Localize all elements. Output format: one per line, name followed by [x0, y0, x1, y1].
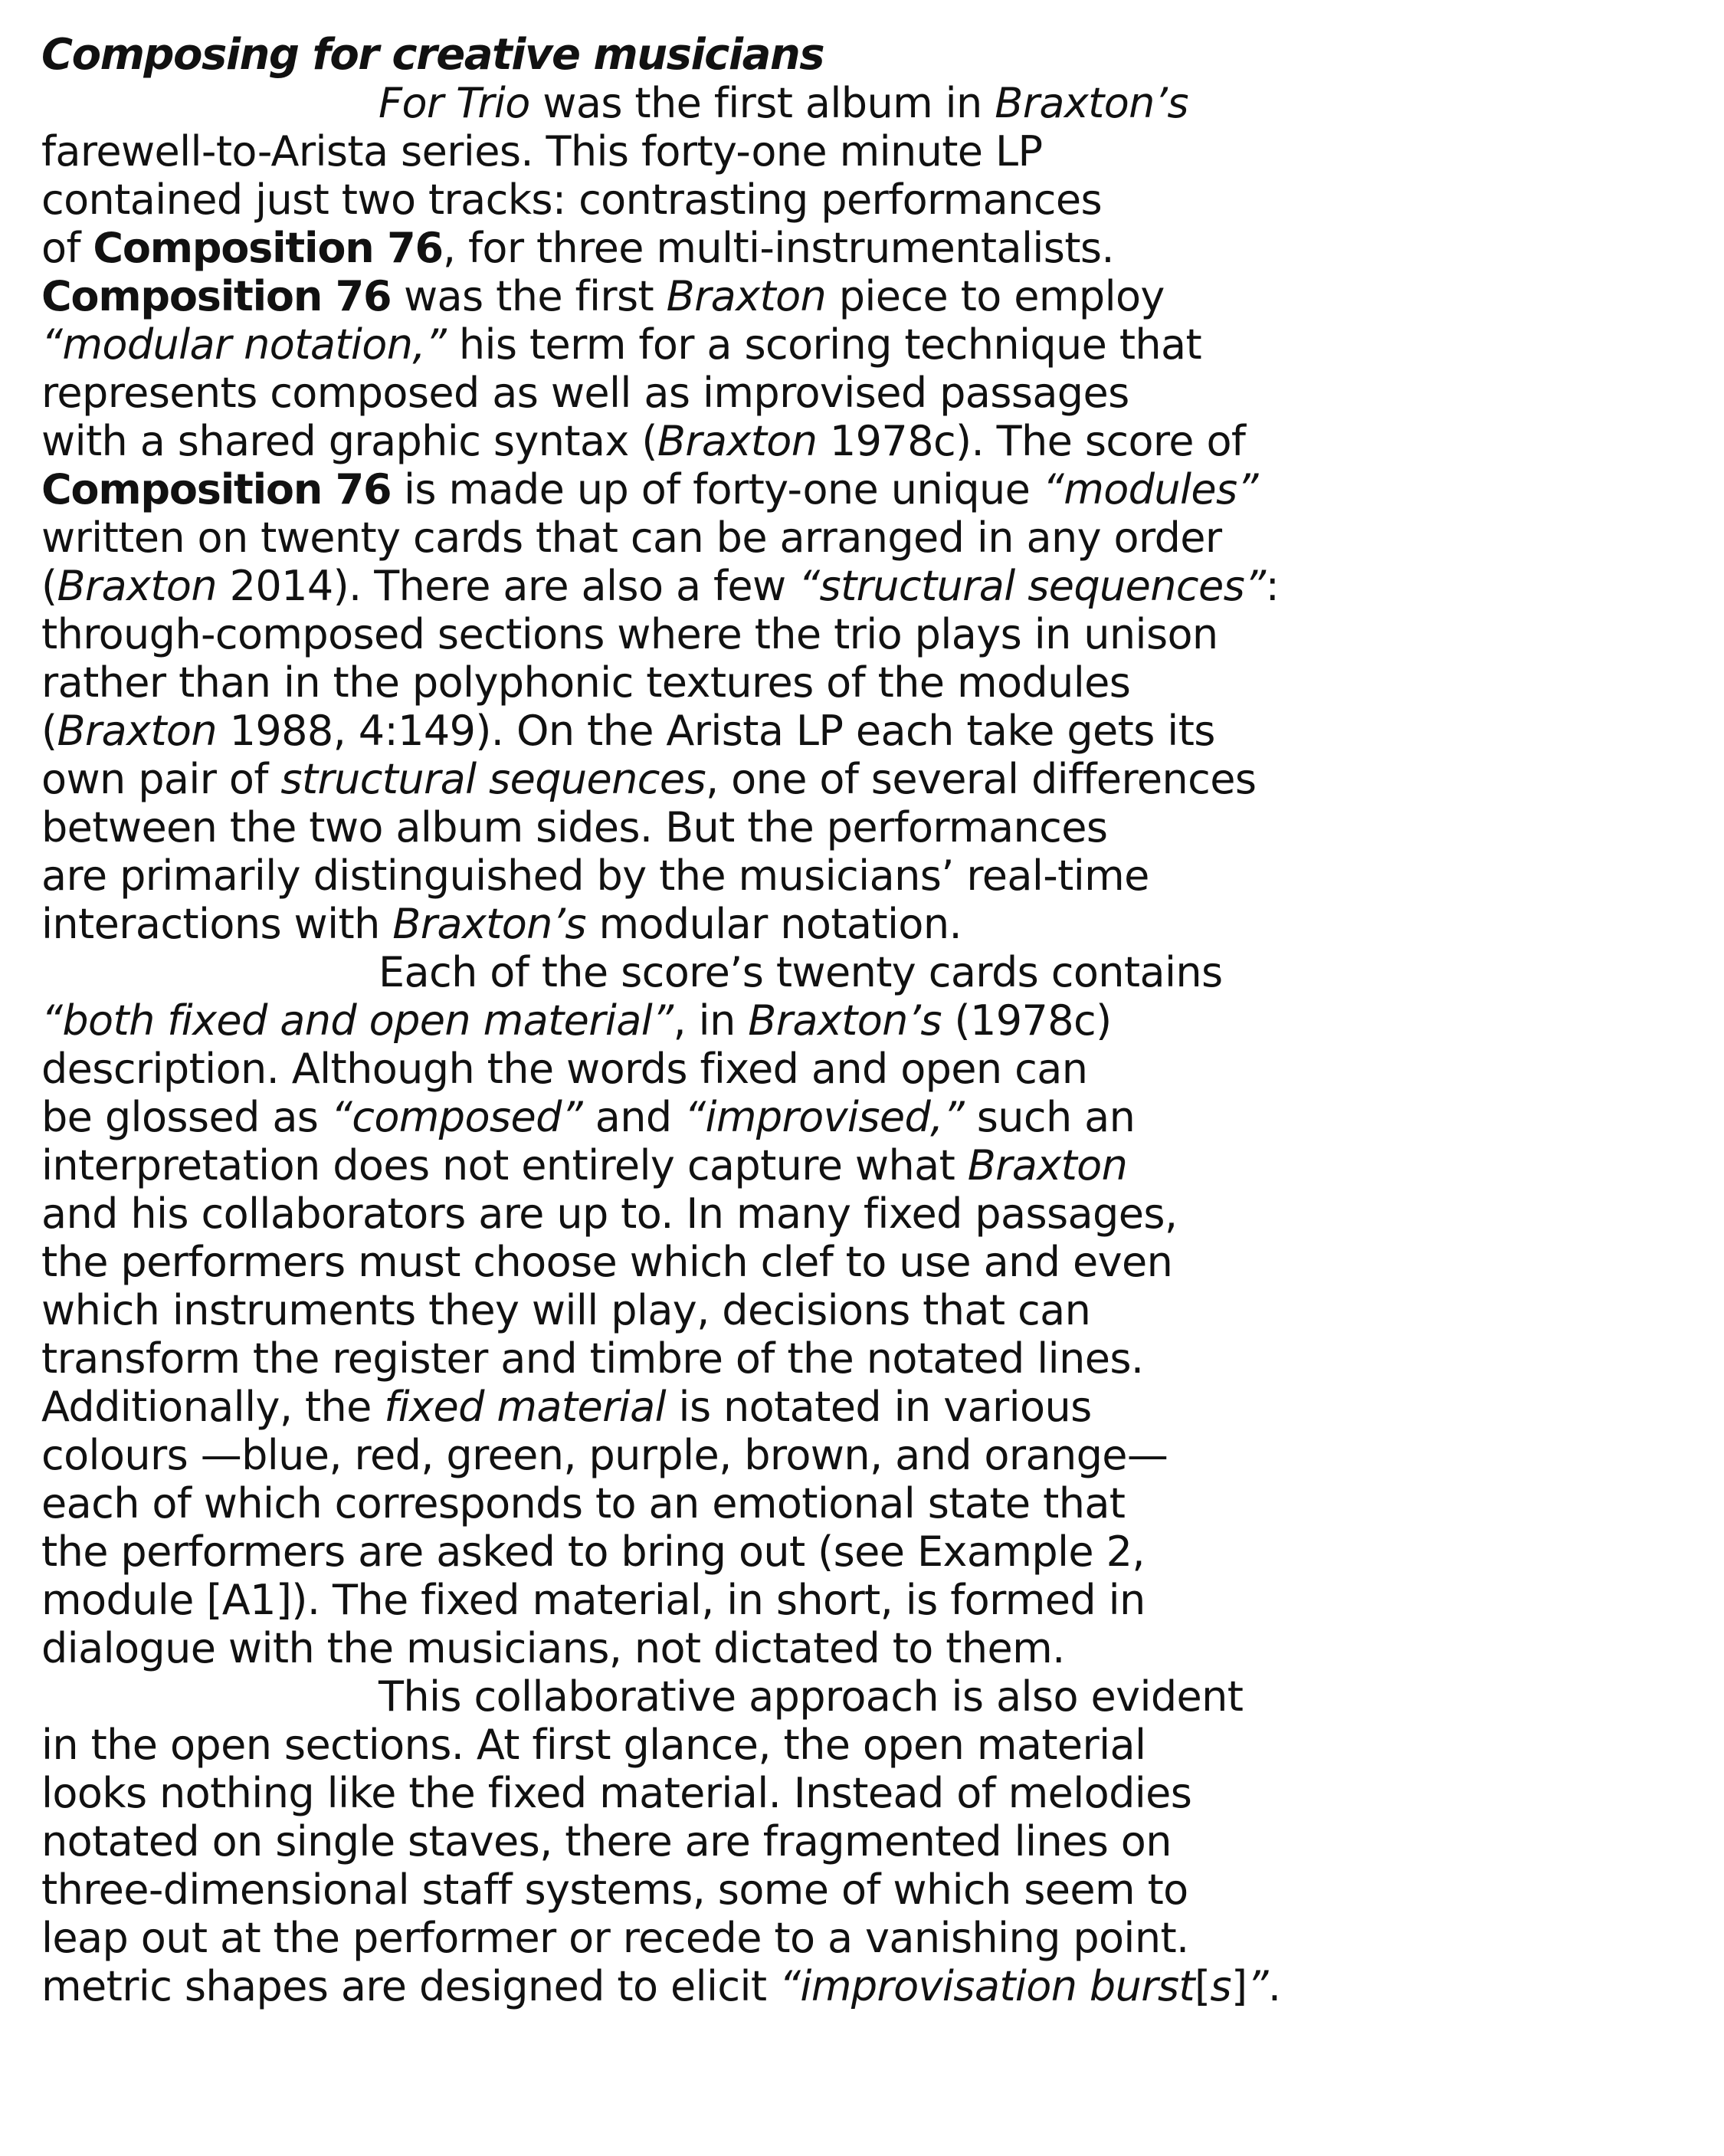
text-run: 1978c). The score of	[817, 417, 1246, 465]
text-line	[41, 1286, 1421, 1334]
text-run: piece to employ	[826, 272, 1165, 320]
text-line	[41, 1624, 1421, 1672]
text-run: Each of the score’s twenty cards contains	[379, 948, 1223, 996]
text-run: Additionally, the	[41, 1383, 385, 1431]
body-text	[41, 79, 1421, 2010]
italic-text: Braxton’s	[392, 900, 586, 948]
text-run: This collaborative approach is also evident	[379, 1672, 1244, 1721]
italic-text: Braxton	[666, 272, 827, 320]
text-run: three-dimensional staff systems, some of which seem to	[41, 1866, 1188, 1914]
text-line	[41, 176, 1421, 224]
italic-text: For Trio	[379, 79, 530, 127]
text-line	[41, 1093, 1421, 1141]
text-run: transform the register and timbre of the notated lines.	[41, 1334, 1144, 1383]
text-run: leap out at the performer or recede to a vanishing point.	[41, 1914, 1189, 1962]
text-line	[41, 1914, 1421, 1962]
text-run: (1978c)	[941, 996, 1112, 1045]
text-line	[41, 465, 1421, 514]
text-line	[41, 369, 1421, 417]
text-run: , for three multi-instrumentalists.	[442, 224, 1114, 272]
italic-text: Braxton’s	[748, 996, 942, 1045]
text-line	[41, 610, 1421, 658]
italic-text: “composed”	[330, 1093, 583, 1141]
text-run: of	[41, 224, 93, 272]
italic-text: “improvised,”	[684, 1093, 965, 1141]
text-line	[41, 1576, 1421, 1624]
text-line	[41, 224, 1421, 272]
text-run: and	[582, 1093, 685, 1141]
text-line	[41, 417, 1421, 465]
italic-text: “structural sequences”	[798, 562, 1266, 610]
text-run: (	[41, 562, 57, 610]
text-run: farewell-to-Arista series. This forty-one minute LP	[41, 127, 1043, 176]
text-line	[41, 1238, 1421, 1286]
paragraph-first-line	[41, 79, 1421, 127]
text-line	[41, 562, 1421, 610]
italic-text: ”	[1247, 1962, 1268, 2010]
text-line	[41, 996, 1421, 1045]
text-line	[41, 1721, 1421, 1769]
text-run: was the first	[391, 272, 667, 320]
italic-text: s	[1210, 1962, 1231, 2010]
text-line	[41, 1528, 1421, 1576]
text-run: , in	[673, 996, 749, 1045]
document-page	[41, 31, 1421, 2010]
text-run: interpretation does not entirely capture what	[41, 1141, 968, 1190]
text-run: rather than in the polyphonic textures of the modules	[41, 658, 1131, 707]
text-run: and his collaborators are up to. In many fixed passages,	[41, 1190, 1178, 1238]
text-run: , one of several differences	[706, 755, 1257, 803]
bold-work-title: Composition 76	[93, 224, 443, 272]
text-run: such an	[964, 1093, 1136, 1141]
text-run: 1988, 4:149). On the Arista LP each take gets its	[217, 707, 1215, 755]
text-run: description. Although the words fixed and open can	[41, 1045, 1088, 1093]
italic-text: Braxton	[57, 707, 217, 755]
text-line	[41, 1141, 1421, 1190]
text-run: colours —blue, red, green, purple, brown, and orange—	[41, 1431, 1168, 1479]
text-run: in the open sections. At first glance, the open material	[41, 1721, 1146, 1769]
italic-text: “modular notation,”	[41, 320, 447, 369]
text-line	[41, 852, 1421, 900]
text-run: represents composed as well as improvised passages	[41, 369, 1129, 417]
text-line	[41, 803, 1421, 852]
text-run: each of which corresponds to an emotional state that	[41, 1479, 1126, 1528]
italic-text: structural sequences	[280, 755, 706, 803]
text-line	[41, 658, 1421, 707]
text-line	[41, 1769, 1421, 1817]
paragraph-first-line	[41, 948, 1421, 996]
text-run: through-composed sections where the trio plays in unison	[41, 610, 1218, 658]
text-run: [	[1194, 1962, 1211, 2010]
text-line	[41, 514, 1421, 562]
text-run: be glossed as	[41, 1093, 331, 1141]
text-line	[41, 1479, 1421, 1528]
text-line	[41, 1431, 1421, 1479]
text-run: looks nothing like the fixed material. Instead of melodies	[41, 1769, 1192, 1817]
text-run: the performers are asked to bring out (see Example 2,	[41, 1528, 1145, 1576]
text-run: is notated in various	[665, 1383, 1092, 1431]
text-line	[41, 1383, 1421, 1431]
text-run: ]	[1231, 1962, 1247, 2010]
text-run: notated on single staves, there are fragmented lines on	[41, 1817, 1172, 1866]
bold-work-title: Composition 76	[41, 272, 392, 320]
italic-text: “both fixed and open material”	[41, 996, 674, 1045]
text-line	[41, 1817, 1421, 1866]
text-run: (	[41, 707, 57, 755]
text-line	[41, 272, 1421, 320]
text-run: between the two album sides. But the performances	[41, 803, 1108, 852]
text-line	[41, 1045, 1421, 1093]
text-line	[41, 1334, 1421, 1383]
text-run: with a shared graphic syntax (	[41, 417, 657, 465]
text-run: own pair of	[41, 755, 281, 803]
paragraph-first-line	[41, 1672, 1421, 1721]
text-line	[41, 127, 1421, 176]
text-run: dialogue with the musicians, not dictated to them.	[41, 1624, 1065, 1672]
italic-text: “modules”	[1042, 465, 1258, 514]
text-run: interactions with	[41, 900, 393, 948]
text-run: are primarily distinguished by the musicians’ real-time	[41, 852, 1149, 900]
section-title: Composing for creative musicians	[41, 30, 824, 80]
text-line	[41, 320, 1421, 369]
text-run: contained just two tracks: contrasting performances	[41, 176, 1103, 224]
text-line	[41, 707, 1421, 755]
italic-text: “improvisation burst	[779, 1962, 1195, 2010]
text-run: was the first album in	[529, 79, 995, 127]
text-line	[41, 900, 1421, 948]
text-run: is made up of forty-one unique	[391, 465, 1043, 514]
text-run: metric shapes are designed to elicit	[41, 1962, 780, 2010]
text-run: which instruments they will play, decisions that can	[41, 1286, 1091, 1334]
italic-text: Braxton	[967, 1141, 1128, 1190]
italic-text: Braxton’s	[995, 79, 1188, 127]
text-line	[41, 1866, 1421, 1914]
text-run: his term for a scoring technique that	[446, 320, 1202, 369]
text-run: the performers must choose which clef to use and even	[41, 1238, 1173, 1286]
text-run: .	[1267, 1962, 1281, 2010]
text-line	[41, 755, 1421, 803]
text-line	[41, 1962, 1421, 2010]
bold-work-title: Composition 76	[41, 465, 392, 514]
text-run: module [A1]). The fixed material, in short, is formed in	[41, 1576, 1146, 1624]
italic-text: Braxton	[657, 417, 818, 465]
italic-text: Braxton	[57, 562, 217, 610]
text-run: :	[1265, 562, 1280, 610]
text-run: modular notation.	[585, 900, 962, 948]
text-run: written on twenty cards that can be arranged in any order	[41, 514, 1222, 562]
text-line	[41, 1190, 1421, 1238]
italic-text: fixed material	[384, 1383, 666, 1431]
text-run: 2014). There are also a few	[217, 562, 799, 610]
